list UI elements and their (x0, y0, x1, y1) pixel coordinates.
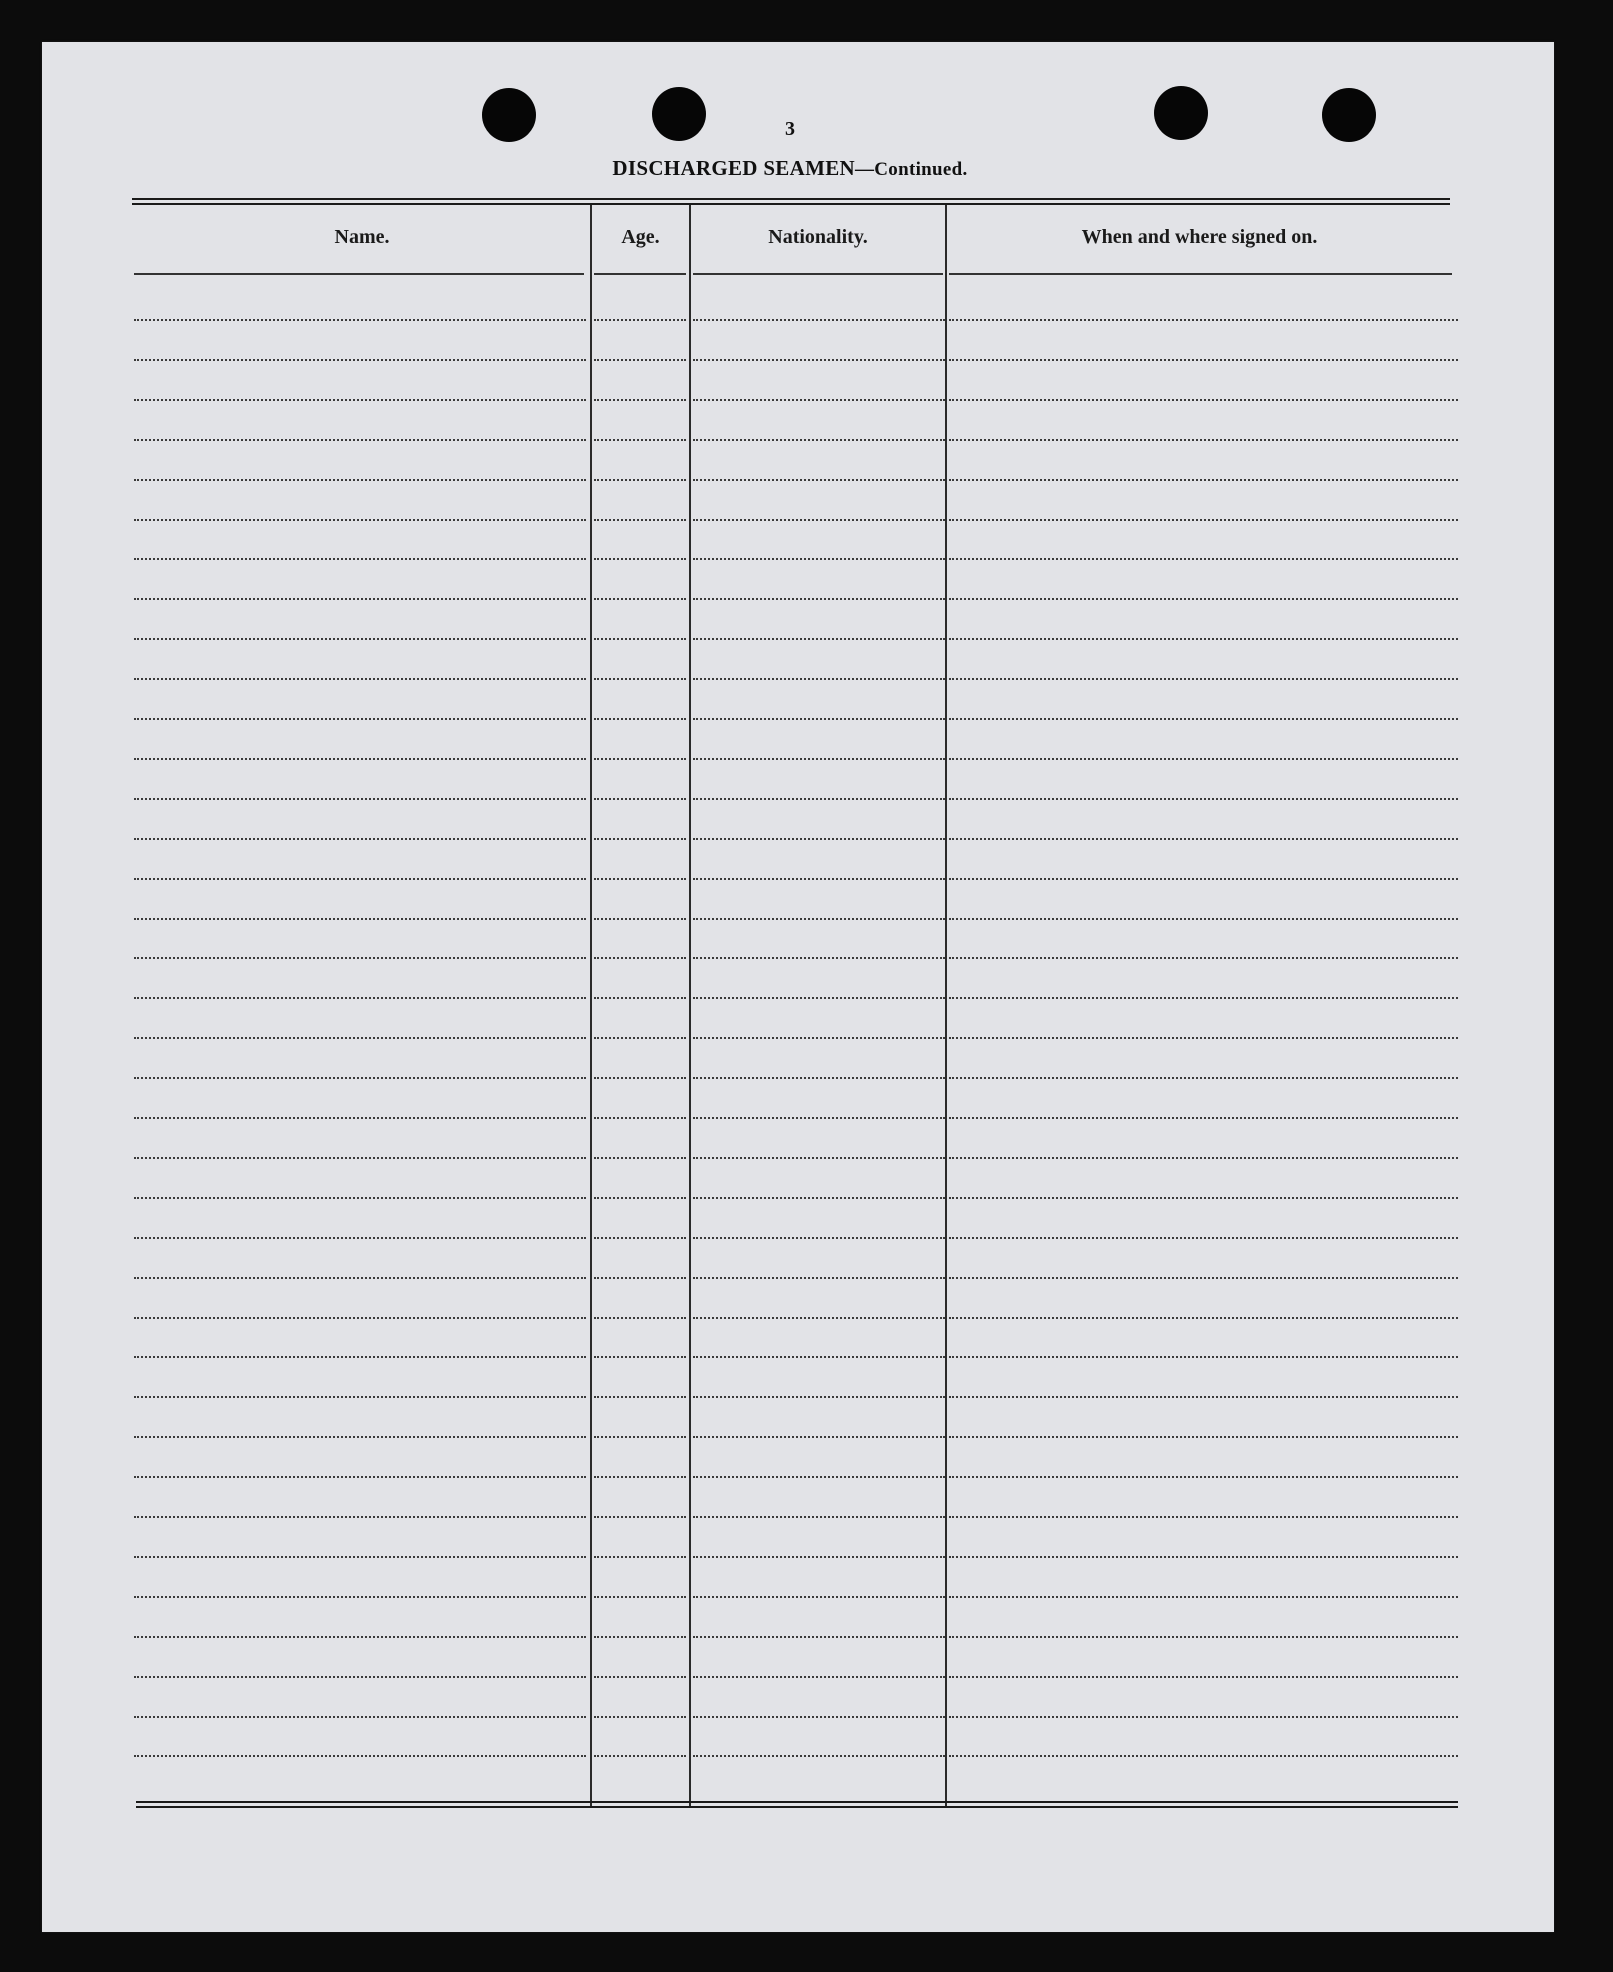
ruled-line (693, 1037, 945, 1039)
ruled-line (693, 1556, 945, 1558)
column-header-nationality: Nationality. (768, 226, 868, 248)
ruled-line (693, 359, 945, 361)
ruled-line (693, 997, 945, 999)
table-bottom-rule (136, 1806, 1458, 1808)
ruled-line (134, 1516, 586, 1518)
ruled-line (949, 598, 1458, 600)
ruled-line (949, 838, 1458, 840)
ruled-line (594, 1356, 686, 1358)
ruled-line (693, 598, 945, 600)
ruled-line (594, 558, 686, 560)
ruled-line (134, 319, 586, 321)
ruled-line (134, 957, 586, 959)
ruled-line (949, 1716, 1458, 1718)
ruled-line (693, 399, 945, 401)
header-underline (134, 273, 584, 275)
ruled-line (134, 1636, 586, 1638)
ruled-line (134, 1037, 586, 1039)
column-header-signed-on: When and where signed on. (1081, 226, 1318, 248)
ruled-line (949, 758, 1458, 760)
ruled-line (693, 1516, 945, 1518)
ruled-line (693, 1716, 945, 1718)
ruled-line (594, 1197, 686, 1199)
ruled-line (693, 1596, 945, 1598)
ruled-line (693, 1117, 945, 1119)
ruled-line (594, 399, 686, 401)
ruled-line (134, 439, 586, 441)
ruled-line (949, 1596, 1458, 1598)
form-title (0, 156, 1580, 181)
ruled-line (594, 1476, 686, 1478)
column-divider (945, 205, 947, 1808)
ruled-line (693, 1396, 945, 1398)
ruled-line (134, 1237, 586, 1239)
ruled-line (949, 798, 1458, 800)
ruled-line (594, 439, 686, 441)
ruled-line (693, 319, 945, 321)
ruled-line (693, 558, 945, 560)
ruled-line (594, 1237, 686, 1239)
ruled-line (693, 1157, 945, 1159)
ruled-line (594, 1516, 686, 1518)
ruled-line (134, 1596, 586, 1598)
ruled-line (693, 1077, 945, 1079)
ruled-line (594, 678, 686, 680)
ruled-line (693, 1476, 945, 1478)
ruled-line (949, 678, 1458, 680)
ruled-line (693, 957, 945, 959)
ruled-line (693, 1436, 945, 1438)
ruled-line (693, 798, 945, 800)
ruled-line (134, 918, 586, 920)
ruled-line (134, 359, 586, 361)
ruled-line (594, 1636, 686, 1638)
ruled-line (949, 1197, 1458, 1199)
ruled-line (949, 1516, 1458, 1518)
ruled-line (594, 758, 686, 760)
ruled-line (594, 1077, 686, 1079)
ruled-line (693, 758, 945, 760)
column-header-name: Name. (334, 226, 390, 248)
ruled-line (693, 1356, 945, 1358)
ruled-line (594, 1277, 686, 1279)
ruled-line (949, 1117, 1458, 1119)
ruled-line (134, 1436, 586, 1438)
ruled-line (949, 997, 1458, 999)
ruled-line (949, 918, 1458, 920)
ruled-line (949, 558, 1458, 560)
ruled-line (949, 319, 1458, 321)
ruled-line (134, 558, 586, 560)
ruled-line (594, 1716, 686, 1718)
table-top-rule (132, 203, 1450, 205)
ruled-line (594, 479, 686, 481)
ruled-line (134, 878, 586, 880)
column-header-age: Age. (621, 226, 660, 248)
ruled-line (693, 678, 945, 680)
ruled-line (693, 878, 945, 880)
ruled-line (134, 1356, 586, 1358)
ruled-line (693, 439, 945, 441)
ruled-line (134, 838, 586, 840)
ruled-line (693, 918, 945, 920)
ruled-line (949, 359, 1458, 361)
ruled-line (949, 1636, 1458, 1638)
ruled-line (949, 1436, 1458, 1438)
ruled-line (594, 878, 686, 880)
ruled-line (949, 1476, 1458, 1478)
ruled-line (134, 519, 586, 521)
ruled-line (594, 838, 686, 840)
ruled-line (134, 1077, 586, 1079)
ruled-line (949, 1077, 1458, 1079)
ruled-line (693, 479, 945, 481)
ruled-line (949, 519, 1458, 521)
ruled-line (594, 519, 686, 521)
ruled-line (134, 758, 586, 760)
ruled-line (594, 997, 686, 999)
table-bottom-rule (136, 1801, 1458, 1803)
form-title-main: DISCHARGED SEAMEN (612, 156, 855, 180)
ruled-line (693, 718, 945, 720)
ruled-line (693, 1197, 945, 1199)
ruled-line (134, 1277, 586, 1279)
ruled-line (134, 1676, 586, 1678)
ruled-line (693, 1676, 945, 1678)
ruled-line (949, 1755, 1458, 1757)
ruled-line (134, 1716, 586, 1718)
form-title-continued: —Continued. (854, 159, 968, 180)
ruled-line (693, 838, 945, 840)
ruled-line (134, 1197, 586, 1199)
ruled-line (949, 1037, 1458, 1039)
page-number: 3 (785, 118, 795, 140)
ruled-line (949, 1157, 1458, 1159)
ruled-line (949, 638, 1458, 640)
ruled-line (594, 1117, 686, 1119)
ruled-line (594, 359, 686, 361)
header-underline (594, 273, 686, 275)
ruled-line (693, 1317, 945, 1319)
ruled-line (949, 1237, 1458, 1239)
ruled-line (594, 718, 686, 720)
ruled-line (949, 1676, 1458, 1678)
header-underline (949, 273, 1452, 275)
ruled-line (594, 957, 686, 959)
ruled-line (949, 439, 1458, 441)
ruled-line (693, 638, 945, 640)
ruled-line (134, 678, 586, 680)
ruled-line (949, 718, 1458, 720)
ruled-line (949, 1277, 1458, 1279)
ruled-line (594, 1317, 686, 1319)
ruled-line (134, 399, 586, 401)
ruled-line (134, 1317, 586, 1319)
ruled-line (949, 1396, 1458, 1398)
ruled-line (949, 1556, 1458, 1558)
table-top-rule (132, 198, 1450, 200)
ruled-line (594, 319, 686, 321)
ruled-line (594, 1755, 686, 1757)
ruled-line (594, 1157, 686, 1159)
ruled-line (594, 1556, 686, 1558)
ruled-line (134, 1556, 586, 1558)
ruled-line (594, 638, 686, 640)
ruled-line (134, 1476, 586, 1478)
ruled-line (693, 1636, 945, 1638)
ruled-line (134, 638, 586, 640)
ruled-line (693, 1755, 945, 1757)
ruled-line (594, 1037, 686, 1039)
ruled-line (594, 1396, 686, 1398)
ruled-line (949, 399, 1458, 401)
ruled-line (949, 957, 1458, 959)
ruled-line (594, 1596, 686, 1598)
header-underline (693, 273, 943, 275)
ruled-line (949, 1356, 1458, 1358)
document-page (42, 42, 1554, 1932)
ruled-line (949, 1317, 1458, 1319)
ruled-line (134, 1396, 586, 1398)
ruled-line (594, 918, 686, 920)
ruled-line (134, 997, 586, 999)
ruled-line (594, 1676, 686, 1678)
ruled-line (134, 1157, 586, 1159)
ruled-line (949, 878, 1458, 880)
ruled-line (693, 1237, 945, 1239)
ruled-line (134, 1755, 586, 1757)
ruled-line (594, 798, 686, 800)
ruled-line (693, 1277, 945, 1279)
ruled-line (594, 1436, 686, 1438)
ruled-line (134, 1117, 586, 1119)
ruled-line (134, 798, 586, 800)
column-divider (590, 205, 592, 1808)
column-divider (689, 205, 691, 1808)
ruled-line (134, 479, 586, 481)
ruled-line (949, 479, 1458, 481)
ruled-line (134, 598, 586, 600)
ruled-line (134, 718, 586, 720)
ruled-line (693, 519, 945, 521)
ruled-line (594, 598, 686, 600)
